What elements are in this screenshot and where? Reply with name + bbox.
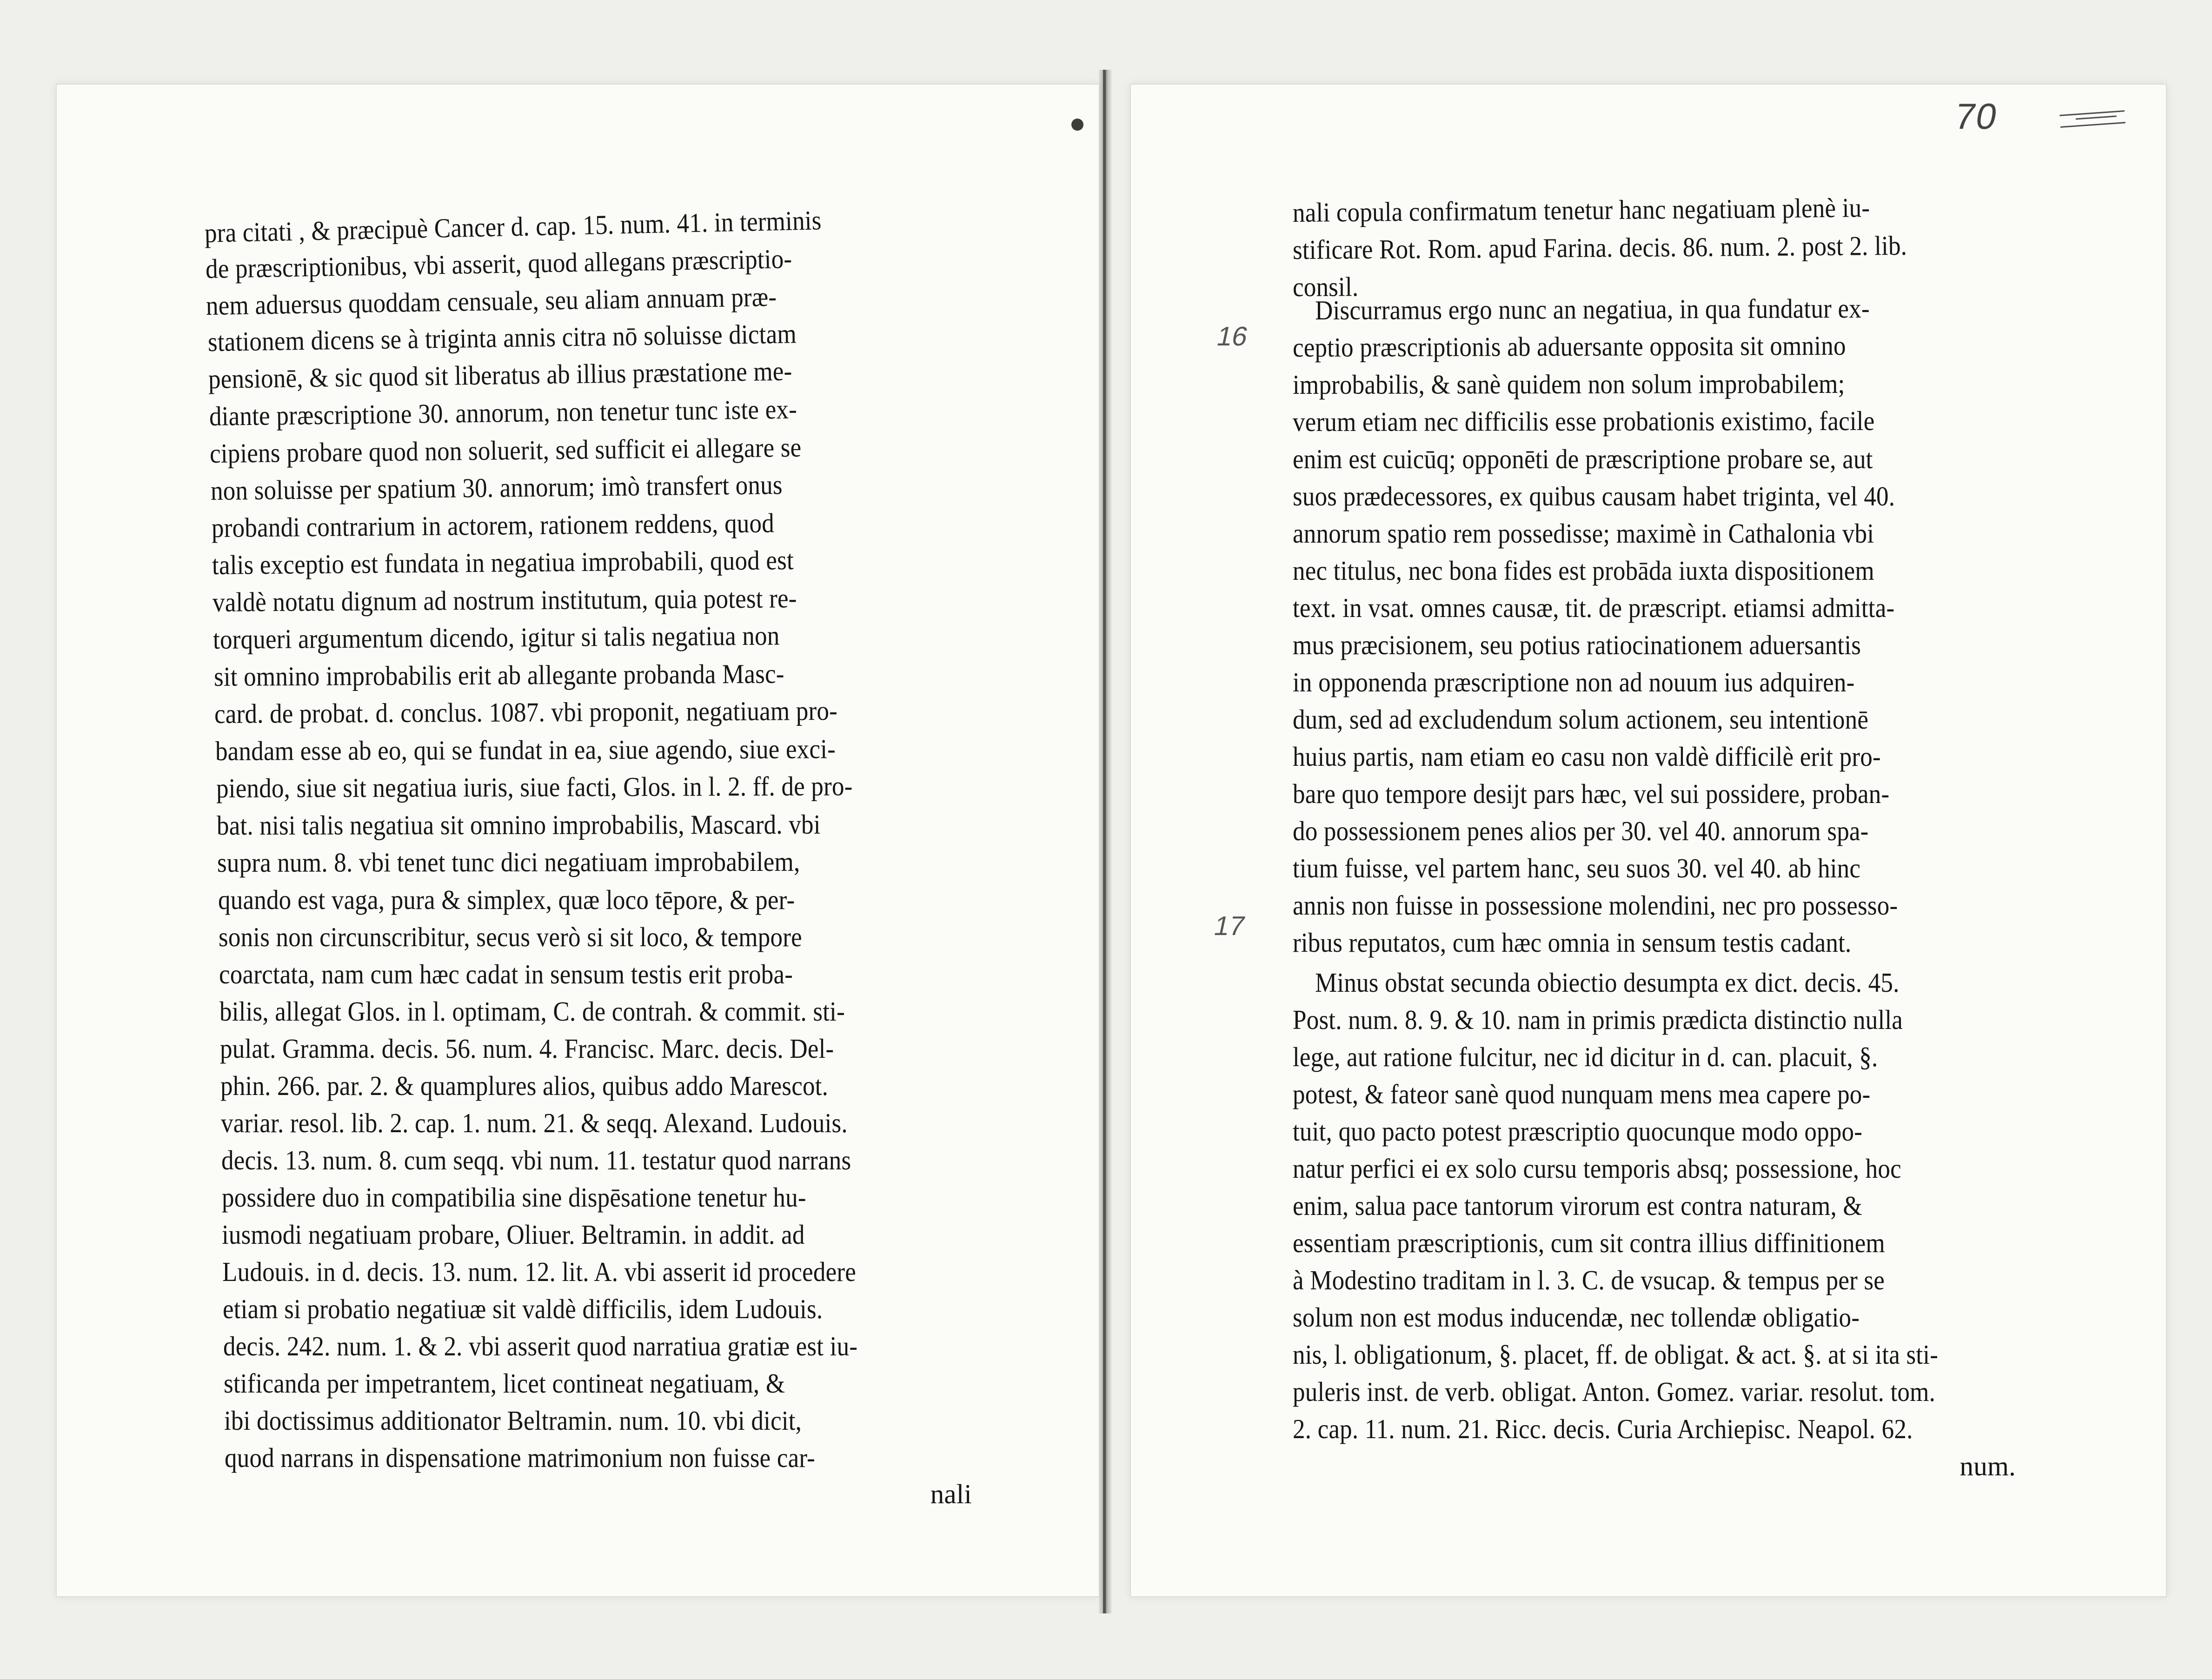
right-catchword: num.	[1960, 1451, 2016, 1481]
left-line-25: variar. resol. lib. 2. cap. 1. num. 21. & seqq. Alexand. Ludouis.	[221, 1108, 848, 1138]
left-line-14: card. de probat. d. conclus. 1087. vbi proponit, negatiuam pro-	[214, 695, 838, 729]
binding-dot	[1071, 119, 1083, 131]
left-line-24: phin. 266. par. 2. & quamplures alios, quibus addo Marescot.	[220, 1070, 829, 1101]
right-line-25: potest, & fateor sanè quod nunquam mens mea capere po-	[1293, 1079, 1871, 1109]
right-line-33: puleris inst. de verb. obligat. Anton. Gomez. variar. resolut. tom.	[1293, 1376, 1936, 1407]
gutter-line	[1103, 70, 1106, 1613]
left-line-11: valdè notatu dignum ad nostrum institutum, quia potest re-	[212, 583, 797, 617]
right-line-3: consil.	[1292, 271, 1359, 302]
right-line-7: verum etiam nec difficilis esse probationis existimo, facile	[1292, 405, 1875, 437]
left-line-10: talis exceptio est fundata in negatiua improbabili, quod est	[212, 544, 794, 580]
right-line-11: nec titulus, nec bona fides est probāda iuxta dispositionem	[1293, 555, 1874, 586]
right-line-13: mus præcisionem, seu potius ratiocinationem aduersantis	[1293, 630, 1861, 660]
left-line-18: supra num. 8. vbi tenet tunc dici negatiuam improbabilem,	[217, 846, 800, 878]
left-line-23: pulat. Gramma. decis. 56. num. 4. Francisc. Marc. decis. Del-	[220, 1033, 834, 1064]
right-line-23: Post. num. 8. 9. & 10. nam in primis prædicta distinctio nulla	[1293, 1004, 1903, 1035]
left-line-17: bat. nisi talis negatiua sit omnino improbabilis, Mascard. vbi	[216, 809, 821, 841]
left-line-28: iusmodi negatiuam probare, Oliuer. Beltramin. in addit. ad	[222, 1219, 805, 1250]
right-line-30: à Modestino traditam in l. 3. C. de vsucap. & tempus per se	[1293, 1265, 1885, 1295]
left-line-33: ibi doctissimus additionator Beltramin. num. 10. vbi dicit,	[224, 1405, 802, 1436]
left-line-12: torqueri argumentum dicendo, igitur si talis negatiua non	[213, 620, 780, 655]
right-line-32: nis, l. obligationum, §. placet, ff. de obligat. & act. §. at si ita sti-	[1293, 1339, 1939, 1370]
right-line-14: in opponenda præscriptione non ad nouum ius adquiren-	[1293, 667, 1855, 697]
right-line-34: 2. cap. 11. num. 21. Ricc. decis. Curia Archiepisc. Neapol. 62.	[1293, 1414, 1913, 1444]
left-line-32: stificanda per impetrantem, licet contineat negatiuam, &	[224, 1368, 785, 1399]
left-line-6: diante præscriptione 30. annorum, non tenetur tunc iste ex-	[209, 393, 797, 431]
right-line-28: enim, salua pace tantorum virorum est contra naturam, &	[1293, 1190, 1862, 1221]
left-line-22: bilis, allegat Glos. in l. optimam, C. de contrah. & commit. sti-	[219, 996, 845, 1027]
left-line-20: sonis non circunscribitur, secus verò si sit loco, & tempore	[219, 922, 802, 952]
right-line-31: solum non est modus inducendæ, nec tollendæ obligatio-	[1293, 1302, 1860, 1333]
left-line-31: decis. 242. num. 1. & 2. vbi asserit quod narratiua gratiæ est iu-	[223, 1331, 858, 1361]
margin-note-17: 17	[1211, 911, 1248, 941]
right-line-1: nali copula confirmatum tenetur hanc negatiuam plenè iu-	[1292, 192, 1870, 228]
left-line-7: cipiens probare quod non soluerit, sed sufficit ei allegare se	[209, 431, 802, 469]
right-line-22: Minus obstat secunda obiectio desumpta ex dict. decis. 45.	[1315, 967, 1900, 998]
right-line-4: Discurramus ergo nunc an negatiua, in qua fundatur ex-	[1315, 292, 1870, 325]
left-line-16: piendo, siue sit negatiua iuris, siue facti, Glos. in l. 2. ff. de pro-	[216, 770, 853, 803]
right-line-8: enim est cuicūq; opponēti de præscriptione probare se, aut	[1293, 444, 1873, 474]
right-line-18: do possessionem penes alios per 30. vel 40. annorum spa-	[1293, 816, 1869, 846]
left-line-9: probandi contrarium in actorem, rationem reddens, quod	[211, 507, 775, 543]
right-line-27: natur perfici ei ex solo cursu temporis absq; possessione, hoc	[1293, 1153, 1901, 1184]
right-line-9: suos prædecessores, ex quibus causam habet triginta, vel 40.	[1293, 481, 1895, 511]
left-line-4: stationem dicens se à triginta annis citra nō soluisse dictam	[207, 318, 797, 357]
margin-note-16: 16	[1214, 321, 1251, 352]
right-line-10: annorum spatio rem possedisse; maximè in Cathalonia vbi	[1293, 518, 1874, 549]
right-page	[1130, 84, 2167, 1597]
right-line-6: improbabilis, & sanè quidem non solum improbabilem;	[1292, 368, 1845, 400]
right-text-block	[1130, 84, 2167, 1597]
left-line-21: coarctata, nam cum hæc cadat in sensum testis erit proba-	[219, 959, 793, 989]
left-line-19: quando est vaga, pura & simplex, quæ loco tēpore, & per-	[218, 884, 795, 915]
right-line-5: ceptio præscriptionis ab aduersante opposita sit omnino	[1292, 330, 1846, 363]
right-line-26: tuit, quo pacto potest præscriptio quocunque modo oppo-	[1293, 1116, 1863, 1147]
right-line-12: text. in vsat. omnes causæ, tit. de præscript. etiamsi admitta-	[1293, 592, 1895, 623]
right-line-20: annis non fuisse in possessione molendini, nec pro possesso-	[1293, 890, 1898, 921]
left-line-3: nem aduersus quoddam censuale, seu aliam annuam præ-	[206, 281, 777, 321]
right-line-16: huius partis, nam etiam eo casu non valdè difficilè erit pro-	[1293, 741, 1881, 772]
left-line-29: Ludouis. in d. decis. 13. num. 12. lit. A. vbi asserit id procedere	[222, 1256, 856, 1287]
left-line-13: sit omnino improbabilis erit ab allegante probanda Masc-	[213, 658, 784, 692]
left-line-30: etiam si probatio negatiuæ sit valdè difficilis, idem Ludouis.	[223, 1294, 823, 1324]
left-line-1: pra citati , & præcipuè Cancer d. cap. 15. num. 41. in terminis	[204, 205, 822, 248]
left-line-34: quod narrans in dispensatione matrimonium non fuisse car-	[225, 1442, 816, 1473]
right-line-17: bare quo tempore desijt pars hæc, vel sui possidere, proban-	[1293, 778, 1890, 809]
left-line-2: de præscriptionibus, vbi asserit, quod allegans præscriptio-	[205, 243, 792, 284]
left-catchword: nali	[930, 1479, 972, 1509]
left-text-block	[56, 84, 1100, 1597]
left-page	[56, 84, 1100, 1597]
right-line-2: stificare Rot. Rom. apud Farina. decis. 86. num. 2. post 2. lib.	[1292, 230, 1907, 265]
right-line-19: tium fuisse, vel partem hanc, seu suos 30. vel 40. ab hinc	[1293, 853, 1861, 883]
left-line-8: non soluisse per spatium 30. annorum; imò transfert onus	[210, 469, 783, 506]
right-line-29: essentiam præscriptionis, cum sit contra illius diffinitionem	[1293, 1228, 1885, 1258]
left-line-27: possidere duo in compatibilia sine dispēsatione tenetur hu-	[222, 1182, 806, 1213]
page-number: 70	[1952, 96, 2001, 137]
left-line-15: bandam esse ab eo, qui se fundat in ea, siue agendo, siue exci-	[215, 733, 836, 766]
left-line-26: decis. 13. num. 8. cum seqq. vbi num. 11. testatur quod narrans	[221, 1145, 851, 1175]
right-line-15: dum, sed ad excludendum solum actionem, seu intentionē	[1293, 704, 1869, 735]
right-line-24: lege, aut ratione fulcitur, nec id dicitur in d. can. placuit, §.	[1293, 1042, 1878, 1072]
right-line-21: ribus reputatos, cum hæc omnia in sensum testis cadant.	[1293, 927, 1852, 958]
left-line-5: pensionē, & sic quod sit liberatus ab illius præstatione me-	[208, 355, 792, 394]
